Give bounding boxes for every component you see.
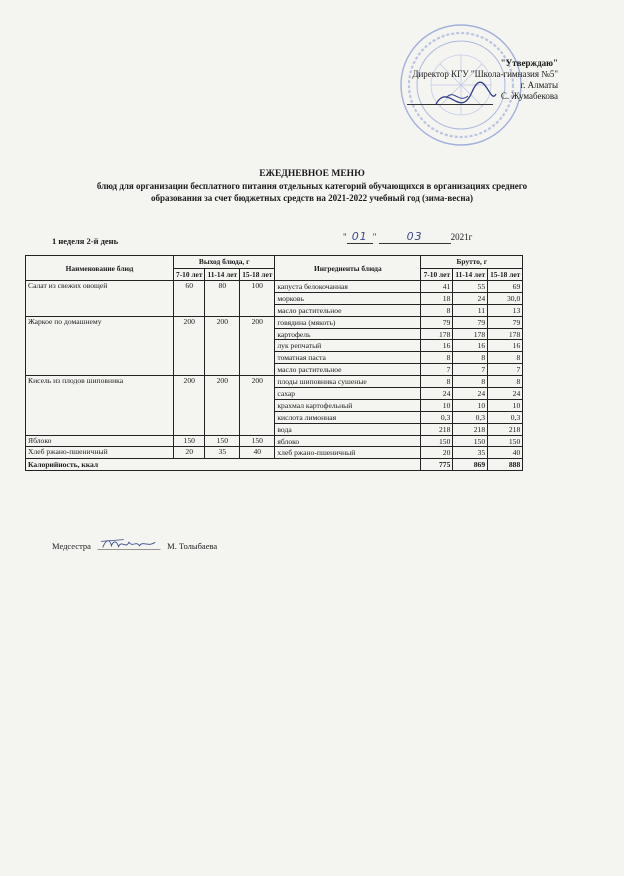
ingredient-gross-age2: 10 — [453, 399, 488, 411]
header-gross-age3: 15-18 лет — [488, 268, 523, 281]
dish-output-age3: 100 — [240, 281, 275, 317]
ingredient-gross-age1: 150 — [421, 435, 453, 447]
ingredient-gross-age3: 150 — [488, 435, 523, 447]
header-gross-age2: 11-14 лет — [453, 268, 488, 281]
ingredient-gross-age2: 150 — [453, 435, 488, 447]
ingredient-gross-age3: 218 — [488, 423, 523, 435]
week-day-label: 1 неделя 2-й день — [52, 236, 119, 246]
dish-name: Яблоко — [26, 435, 174, 447]
approval-position: Директор КГУ "Школа-гимназия №5" — [412, 69, 558, 79]
ingredient-gross-age1: 24 — [421, 388, 453, 400]
ingredient-gross-age2: 218 — [453, 423, 488, 435]
ingredient-gross-age1: 218 — [421, 423, 453, 435]
ingredient-gross-age1: 16 — [421, 340, 453, 352]
ingredient-gross-age3: 10 — [488, 399, 523, 411]
ingredient-gross-age1: 7 — [421, 364, 453, 376]
ingredient-name: морковь — [275, 292, 421, 304]
table-row — [26, 316, 523, 328]
ingredient-gross-age1: 0,3 — [421, 411, 453, 423]
ingredient-gross-age1: 8 — [421, 352, 453, 364]
ingredient-gross-age1: 18 — [421, 292, 453, 304]
dish-name: Жаркое по домашнему — [26, 316, 174, 375]
total-row — [26, 459, 523, 471]
ingredient-gross-age2: 55 — [453, 281, 488, 293]
dish-output-age2: 80 — [205, 281, 240, 317]
dish-output-age1: 200 — [174, 376, 205, 435]
date-day: 01 — [351, 230, 368, 243]
ingredient-gross-age1: 10 — [421, 399, 453, 411]
table-row — [26, 281, 523, 293]
ingredient-gross-age2: 24 — [453, 388, 488, 400]
handwritten-signature — [93, 537, 165, 551]
date-year: 2021г — [450, 232, 473, 242]
table-row — [26, 447, 523, 459]
ingredient-gross-age2: 0,3 — [453, 411, 488, 423]
dish-output-age3: 200 — [240, 316, 275, 375]
ingredient-name: яблоко — [275, 435, 421, 447]
ingredient-gross-age3: 13 — [488, 304, 523, 316]
approval-name: С. Жумабекова — [500, 91, 558, 101]
ingredient-name: кислота лимонная — [275, 411, 421, 423]
ingredient-gross-age2: 16 — [453, 340, 488, 352]
menu-table — [25, 255, 523, 471]
ingredient-gross-age1: 41 — [421, 281, 453, 293]
ingredient-name: капуста белокочанная — [275, 281, 421, 293]
ingredient-name: хлеб ржано-пшеничный — [275, 447, 421, 459]
header-output: Выход блюда, г — [174, 256, 275, 269]
ingredient-gross-age2: 24 — [453, 292, 488, 304]
ingredient-gross-age3: 24 — [488, 388, 523, 400]
menu-table-body — [26, 281, 523, 471]
header-gross: Брутто, г — [421, 256, 523, 269]
ingredient-name: лук репчатый — [275, 340, 421, 352]
header-out-age2: 11-14 лет — [205, 268, 240, 281]
ingredient-gross-age3: 7 — [488, 364, 523, 376]
total-kcal-age1: 775 — [421, 459, 453, 471]
ingredient-gross-age2: 11 — [453, 304, 488, 316]
dish-output-age1: 20 — [174, 447, 205, 459]
ingredient-name: масло растительное — [275, 364, 421, 376]
table-row — [26, 376, 523, 388]
ingredient-gross-age2: 178 — [453, 328, 488, 340]
approval-city: г. Алматы — [520, 80, 558, 90]
ingredient-gross-age2: 79 — [453, 316, 488, 328]
dish-output-age2: 200 — [205, 316, 240, 375]
approval-heading: "Утверждаю" — [500, 58, 558, 68]
dish-output-age2: 200 — [205, 376, 240, 435]
ingredient-name: говядина (мякоть) — [275, 316, 421, 328]
dish-output-age1: 200 — [174, 316, 205, 375]
menu-date: " 01 " 03 2021г — [343, 230, 473, 243]
ingredient-gross-age2: 7 — [453, 364, 488, 376]
ingredient-name: крахмал картофельный — [275, 399, 421, 411]
dish-output-age3: 150 — [240, 435, 275, 447]
ingredient-gross-age2: 8 — [453, 352, 488, 364]
header-gross-age1: 7-10 лет — [421, 268, 453, 281]
header-out-age3: 15-18 лет — [240, 268, 275, 281]
ingredient-name: сахар — [275, 388, 421, 400]
document-title — [0, 168, 624, 204]
title-main: ЕЖЕДНЕВНОЕ МЕНЮ — [259, 169, 365, 179]
ingredient-gross-age1: 178 — [421, 328, 453, 340]
table-row — [26, 435, 523, 447]
date-month: 03 — [406, 230, 423, 243]
ingredient-gross-age2: 35 — [453, 447, 488, 459]
nurse-signature — [52, 537, 217, 551]
nurse-label: Медсестра — [52, 541, 91, 551]
ingredient-gross-age3: 79 — [488, 316, 523, 328]
ingredient-gross-age3: 8 — [488, 376, 523, 388]
dish-output-age3: 200 — [240, 376, 275, 435]
approval-block — [412, 58, 558, 102]
ingredient-name: вода — [275, 423, 421, 435]
ingredient-gross-age2: 8 — [453, 376, 488, 388]
header-ingredients: Ингредиенты блюда — [275, 256, 421, 281]
dish-name: Кисель из плодов шиповника — [26, 376, 174, 435]
title-subtitle-2: образования за счет бюджетных средств на 2021-2022 учебный год (зима-весна) — [150, 193, 474, 203]
dish-output-age3: 40 — [240, 447, 275, 459]
dish-output-age2: 35 — [205, 447, 240, 459]
ingredient-name: плоды шиповника сушеные — [275, 376, 421, 388]
ingredient-gross-age3: 16 — [488, 340, 523, 352]
nurse-name: М. Толыбаева — [167, 541, 218, 551]
ingredient-gross-age1: 8 — [421, 376, 453, 388]
dish-name: Салат из свежих овощей — [26, 281, 174, 317]
ingredient-gross-age3: 40 — [488, 447, 523, 459]
ingredient-gross-age3: 178 — [488, 328, 523, 340]
dish-output-age1: 150 — [174, 435, 205, 447]
dish-name: Хлеб ржано-пшеничный — [26, 447, 174, 459]
dish-output-age1: 60 — [174, 281, 205, 317]
ingredient-gross-age1: 20 — [421, 447, 453, 459]
total-kcal-age2: 869 — [453, 459, 488, 471]
dish-output-age2: 150 — [205, 435, 240, 447]
ingredient-name: томатная паста — [275, 352, 421, 364]
ingredient-name: картофель — [275, 328, 421, 340]
ingredient-gross-age1: 79 — [421, 316, 453, 328]
ingredient-gross-age3: 30,0 — [488, 292, 523, 304]
ingredient-gross-age3: 8 — [488, 352, 523, 364]
total-label: Калорийность, ккал — [26, 459, 421, 471]
title-subtitle-1: блюд для организации бесплатного питания отдельных категорий обучающихся в организациях среднего — [96, 181, 528, 191]
header-dish: Наименование блюд — [26, 256, 174, 281]
total-kcal-age3: 888 — [488, 459, 523, 471]
signature-underline — [407, 104, 493, 105]
header-out-age1: 7-10 лет — [174, 268, 205, 281]
ingredient-gross-age3: 69 — [488, 281, 523, 293]
ingredient-gross-age1: 8 — [421, 304, 453, 316]
ingredient-gross-age3: 0,3 — [488, 411, 523, 423]
ingredient-name: масло растительное — [275, 304, 421, 316]
